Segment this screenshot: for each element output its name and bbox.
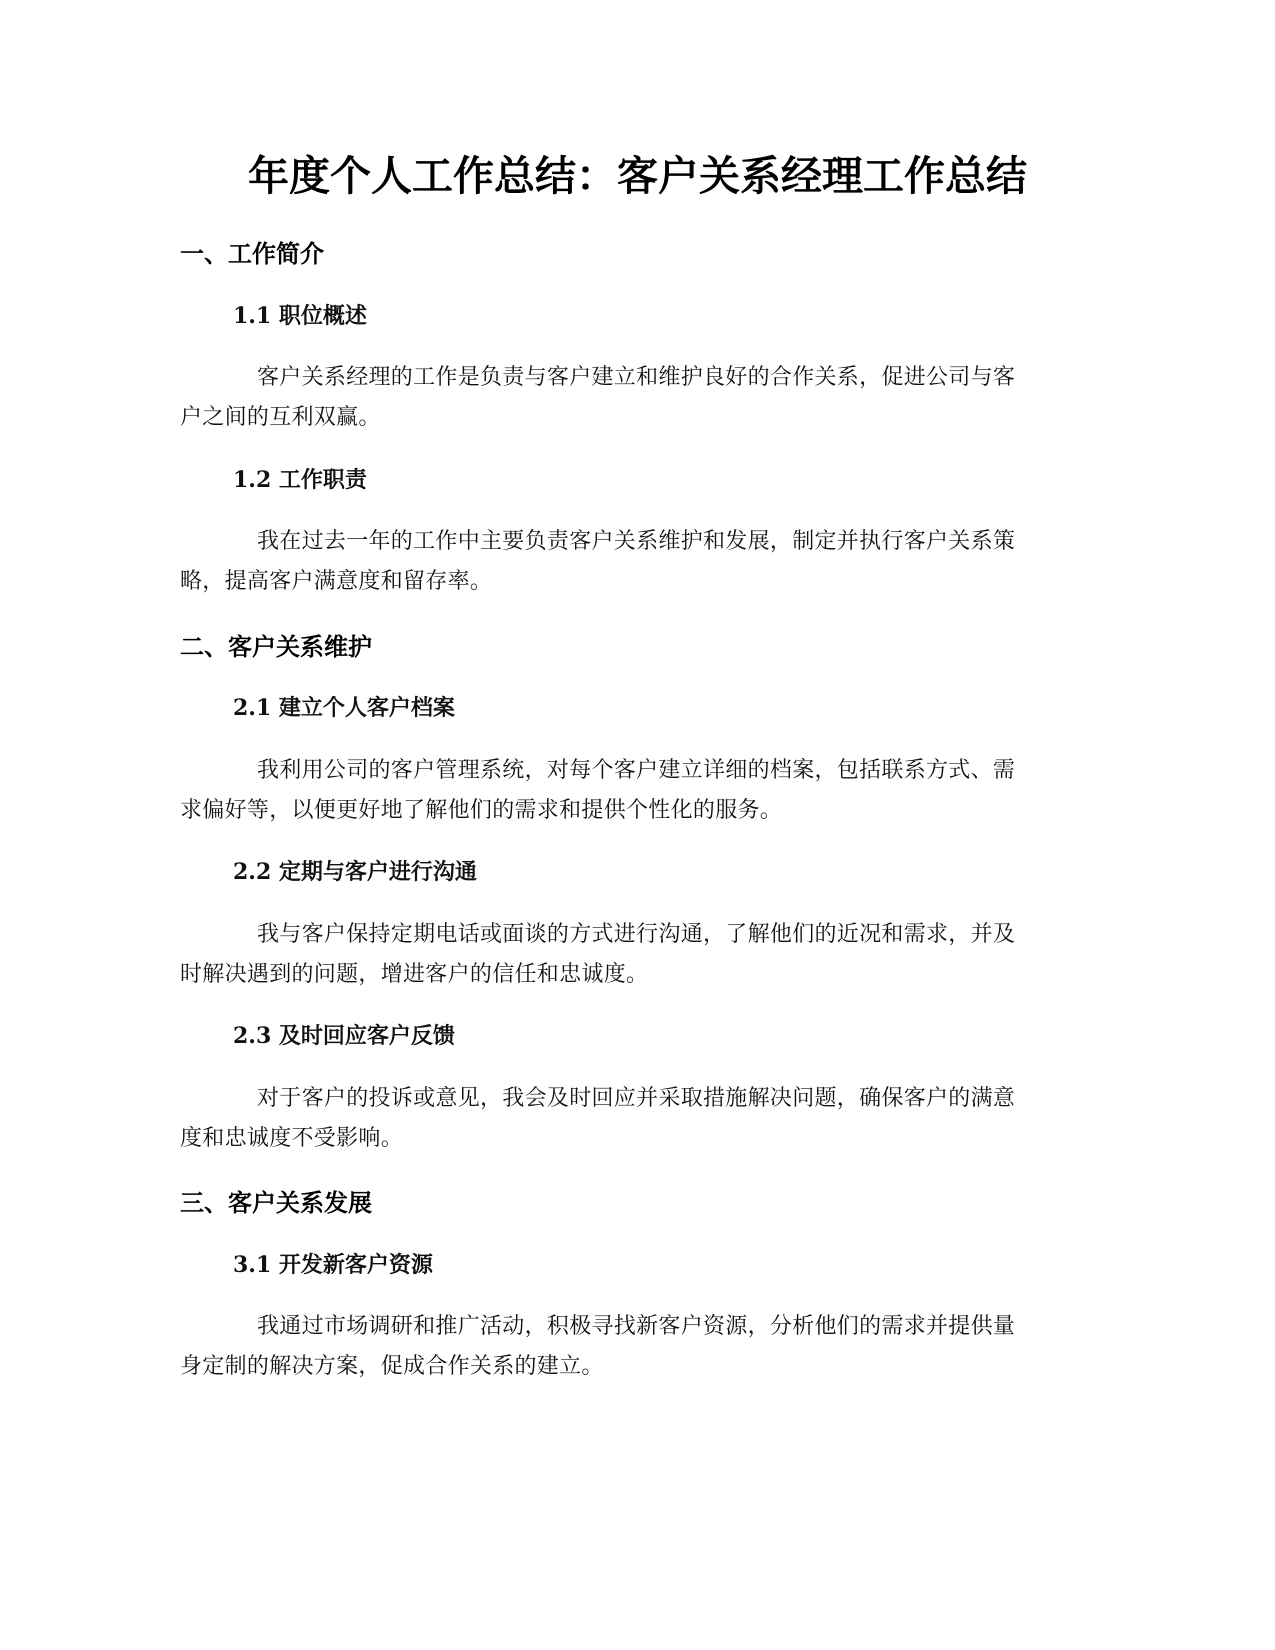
paragraph-2-1: 我利用公司的客户管理系统，对每个客户建立详细的档案，包括联系方式、需求偏好等，以便更好地了解他们的需求和提供个性化的服务。 <box>180 758 1016 823</box>
subsection-heading-2-3: 2.3 及时回应客户反馈 <box>233 1023 455 1049</box>
document-title: 年度个人工作总结：客户关系经理工作总结 <box>248 152 1027 200</box>
paragraph-1-2: 我在过去一年的工作中主要负责客户关系维护和发展，制定并执行客户关系策略，提高客户满意度和留存率。 <box>180 529 1016 594</box>
paragraph-2-2: 我与客户保持定期电话或面谈的方式进行沟通，了解他们的近况和需求，并及时解决遇到的问题，增进客户的信任和忠诚度。 <box>180 922 1016 987</box>
subsection-heading-1-1: 1.1 职位概述 <box>233 303 367 329</box>
paragraph-1-1: 客户关系经理的工作是负责与客户建立和维护良好的合作关系，促进公司与客户之间的互利双赢。 <box>180 365 1016 430</box>
paragraph-3-1: 我通过市场调研和推广活动，积极寻找新客户资源，分析他们的需求并提供量身定制的解决方案，促成合作关系的建立。 <box>180 1314 1016 1379</box>
section-heading-2: 二、客户关系维护 <box>180 633 372 661</box>
subsection-heading-2-1: 2.1 建立个人客户档案 <box>233 695 455 721</box>
section-heading-1: 一、工作简介 <box>180 240 324 268</box>
paragraph-2-3: 对于客户的投诉或意见，我会及时回应并采取措施解决问题，确保客户的满意度和忠诚度不受影响。 <box>180 1086 1016 1151</box>
subsection-heading-1-2: 1.2 工作职责 <box>233 467 367 493</box>
section-heading-3: 三、客户关系发展 <box>180 1189 372 1217</box>
subsection-heading-3-1: 3.1 开发新客户资源 <box>233 1252 433 1278</box>
subsection-heading-2-2: 2.2 定期与客户进行沟通 <box>233 859 477 885</box>
